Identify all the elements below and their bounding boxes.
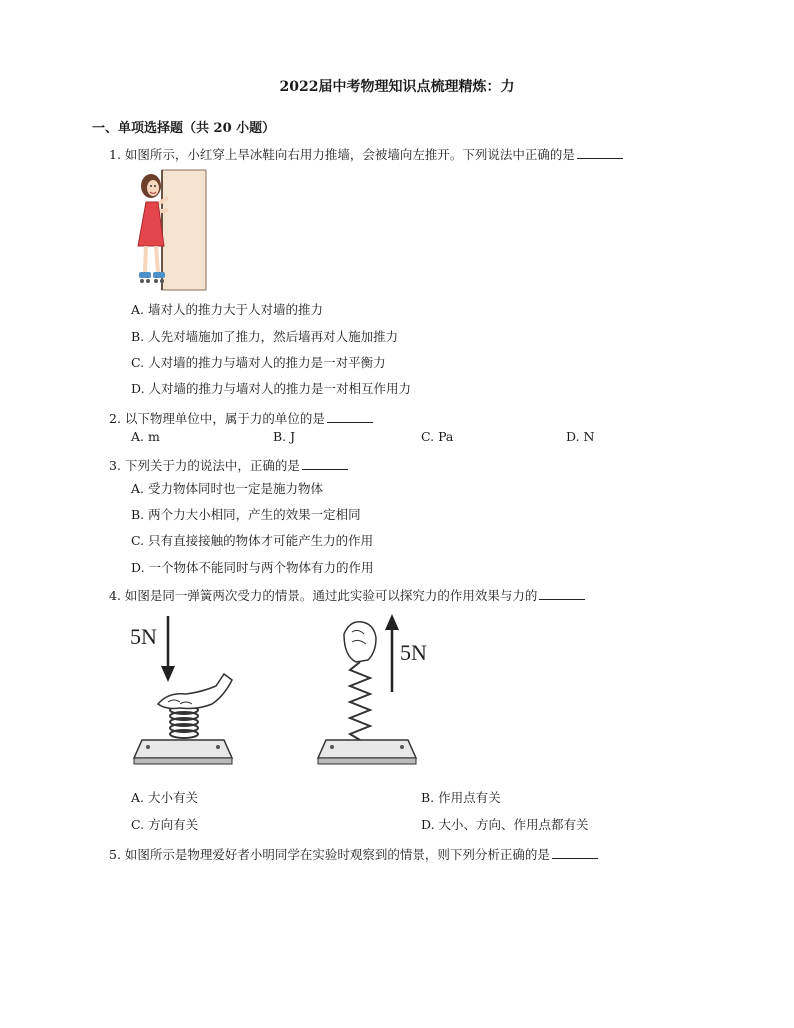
force-label-up: 5N xyxy=(400,640,427,665)
answer-blank xyxy=(539,588,585,600)
q3-option-d: D. 一个物体不能同时与两个物体有力的作用 xyxy=(131,560,374,575)
question-5-stem: 5. 如图所示是物理爱好者小明同学在实验时观察到的情景，则下列分析正确的是 xyxy=(109,845,598,863)
q4-option-b: B. 作用点有关 xyxy=(421,790,501,805)
q4-option-a: A. 大小有关 xyxy=(131,790,198,805)
q2-option-a: A. m xyxy=(131,429,160,444)
answer-blank xyxy=(577,147,623,159)
q4-option-d: D. 大小、方向、作用点都有关 xyxy=(421,817,589,832)
q2-option-c: C. Pa xyxy=(421,429,454,444)
spring-stretched-figure xyxy=(316,612,440,772)
section-heading: 一、单项选择题（共 20 小题） xyxy=(92,121,276,136)
spring-compressed-figure xyxy=(128,612,240,772)
q3-option-b: B. 两个力大小相同，产生的效果一定相同 xyxy=(131,507,361,522)
answer-blank xyxy=(302,458,348,470)
q3-option-c: C. 只有直接接触的物体才可能产生力的作用 xyxy=(131,533,374,548)
q4-option-c: C. 方向有关 xyxy=(131,817,199,832)
answer-blank xyxy=(327,411,373,423)
q2-option-d: D. N xyxy=(566,429,595,444)
question-3-stem: 3. 下列关于力的说法中，正确的是 xyxy=(109,456,348,474)
question-4-stem: 4. 如图是同一弹簧两次受力的情景。通过此实验可以探究力的作用效果与力的 xyxy=(109,586,585,604)
q1-option-a: A. 墙对人的推力大于人对墙的推力 xyxy=(131,302,323,317)
question-1-stem: 1. 如图所示，小红穿上旱冰鞋向右用力推墙，会被墙向左推开。下列说法中正确的是 xyxy=(109,145,623,163)
q1-option-c: C. 人对墙的推力与墙对人的推力是一对平衡力 xyxy=(131,355,386,370)
question-2-stem: 2. 以下物理单位中，属于力的单位的是 xyxy=(109,409,373,427)
q1-option-d: D. 人对墙的推力与墙对人的推力是一对相互作用力 xyxy=(131,381,412,396)
q2-option-b: B. J xyxy=(273,429,296,444)
q1-option-b: B. 人先对墙施加了推力，然后墙再对人施加推力 xyxy=(131,329,399,344)
page-title: 2022届中考物理知识点梳理精炼：力 xyxy=(279,79,515,95)
answer-blank xyxy=(552,847,598,859)
force-label-down: 5N xyxy=(130,624,157,649)
q3-option-a: A. 受力物体同时也一定是施力物体 xyxy=(131,481,323,496)
girl-pushing-wall-figure xyxy=(134,168,210,292)
